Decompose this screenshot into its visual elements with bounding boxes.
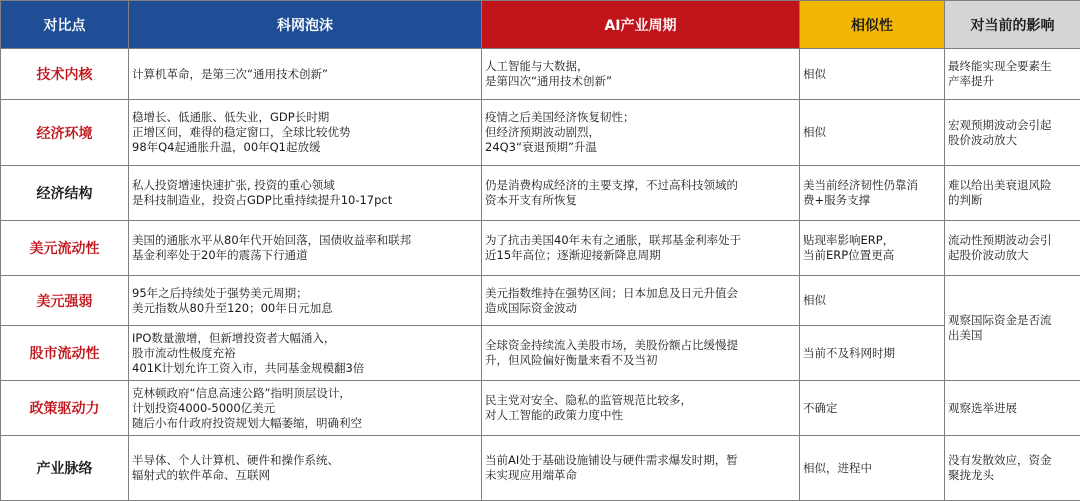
similarity-cell: 相似 (800, 49, 945, 100)
impact-cell: 难以给出美衰退风险 的判断 (945, 166, 1080, 221)
ai-cell: 美元指数维持在强势区间；日本加息及日元升值会 造成国际资金波动 (482, 276, 800, 326)
row-label: 技术内核 (1, 49, 129, 100)
row-label: 美元流动性 (1, 221, 129, 276)
ai-cell: 疫情之后美国经济恢复韧性； 但经济预期波动剧烈， 24Q3“衰退预期”升温 (482, 100, 800, 166)
row-label: 经济结构 (1, 166, 129, 221)
header-compare-point: 对比点 (1, 1, 129, 49)
table-row (1, 436, 1080, 501)
table-row (1, 326, 1080, 381)
header-ai-cycle: AI产业周期 (482, 1, 800, 49)
impact-cell: 观察选举进展 (945, 381, 1080, 436)
impact-cell: 流动性预期波动会引 起股价波动放大 (945, 221, 1080, 276)
row-label: 股市流动性 (1, 326, 129, 381)
similarity-cell: 相似，进程中 (800, 436, 945, 501)
ai-cell: 民主党对安全、隐私的监管规范比较多， 对人工智能的政策力度中性 (482, 381, 800, 436)
table-row (1, 276, 1080, 326)
header-impact: 对当前的影响 (945, 1, 1080, 49)
bubble-cell: IPO数量激增，但新增投资者大幅涌入， 股市流动性极度充裕 401K计划允许工资入市，共同基金规模翻3倍 (129, 326, 482, 381)
header-row (1, 1, 1080, 49)
row-label: 产业脉络 (1, 436, 129, 501)
table-row (1, 49, 1080, 100)
ai-cell: 仍是消费构成经济的主要支撑，不过高科技领域的 资本开支有所恢复 (482, 166, 800, 221)
bubble-cell: 95年之后持续处于强势美元周期； 美元指数从80升至120；00年日元加息 (129, 276, 482, 326)
similarity-cell: 贴现率影响ERP， 当前ERP位置更高 (800, 221, 945, 276)
similarity-cell: 不确定 (800, 381, 945, 436)
similarity-cell: 美当前经济韧性仍靠消 费+服务支撑 (800, 166, 945, 221)
ai-cell: 当前AI处于基础设施铺设与硬件需求爆发时期，暂 未实现应用端革命 (482, 436, 800, 501)
similarity-cell: 相似 (800, 100, 945, 166)
ai-cell: 全球资金持续流入美股市场，美股份额占比缓慢提 升，但风险偏好衡量来看不及当初 (482, 326, 800, 381)
bubble-cell: 美国的通胀水平从80年代开始回落，国债收益率和联邦 基金利率处于20年的震荡下行通道 (129, 221, 482, 276)
similarity-cell: 当前不及科网时期 (800, 326, 945, 381)
table-row (1, 381, 1080, 436)
impact-cell: 最终能实现全要素生 产率提升 (945, 49, 1080, 100)
table-row (1, 166, 1080, 221)
impact-cell: 没有发散效应，资金 聚拢龙头 (945, 436, 1080, 501)
bubble-cell: 克林顿政府“信息高速公路”指明顶层设计， 计划投资4000-5000亿美元 随后小布什政府投资规划大幅萎缩，明确利空 (129, 381, 482, 436)
ai-cell: 人工智能与大数据， 是第四次“通用技术创新” (482, 49, 800, 100)
impact-cell: 宏观预期波动会引起 股价波动放大 (945, 100, 1080, 166)
impact-cell-merged: 观察国际资金是否流 出美国 (945, 276, 1080, 381)
table-row (1, 221, 1080, 276)
row-label: 美元强弱 (1, 276, 129, 326)
bubble-cell: 私人投资增速快速扩张, 投资的重心领域 是科技制造业，投资占GDP比重持续提升10-17pct (129, 166, 482, 221)
bubble-cell: 计算机革命，是第三次“通用技术创新” (129, 49, 482, 100)
header-similarity: 相似性 (800, 1, 945, 49)
bubble-cell: 稳增长、低通胀、低失业，GDP长时期 正增区间，难得的稳定窗口，全球比较优势 98年Q4起通胀升温，00年Q1起放缓 (129, 100, 482, 166)
header-dotcom-bubble: 科网泡沫 (129, 1, 482, 49)
ai-cell: 为了抗击美国40年未有之通胀，联邦基金利率处于 近15年高位；逐渐迎接新降息周期 (482, 221, 800, 276)
row-label: 经济环境 (1, 100, 129, 166)
table-row (1, 100, 1080, 166)
row-label: 政策驱动力 (1, 381, 129, 436)
bubble-cell: 半导体、个人计算机、硬件和操作系统、 辐射式的软件革命、互联网 (129, 436, 482, 501)
similarity-cell: 相似 (800, 276, 945, 326)
